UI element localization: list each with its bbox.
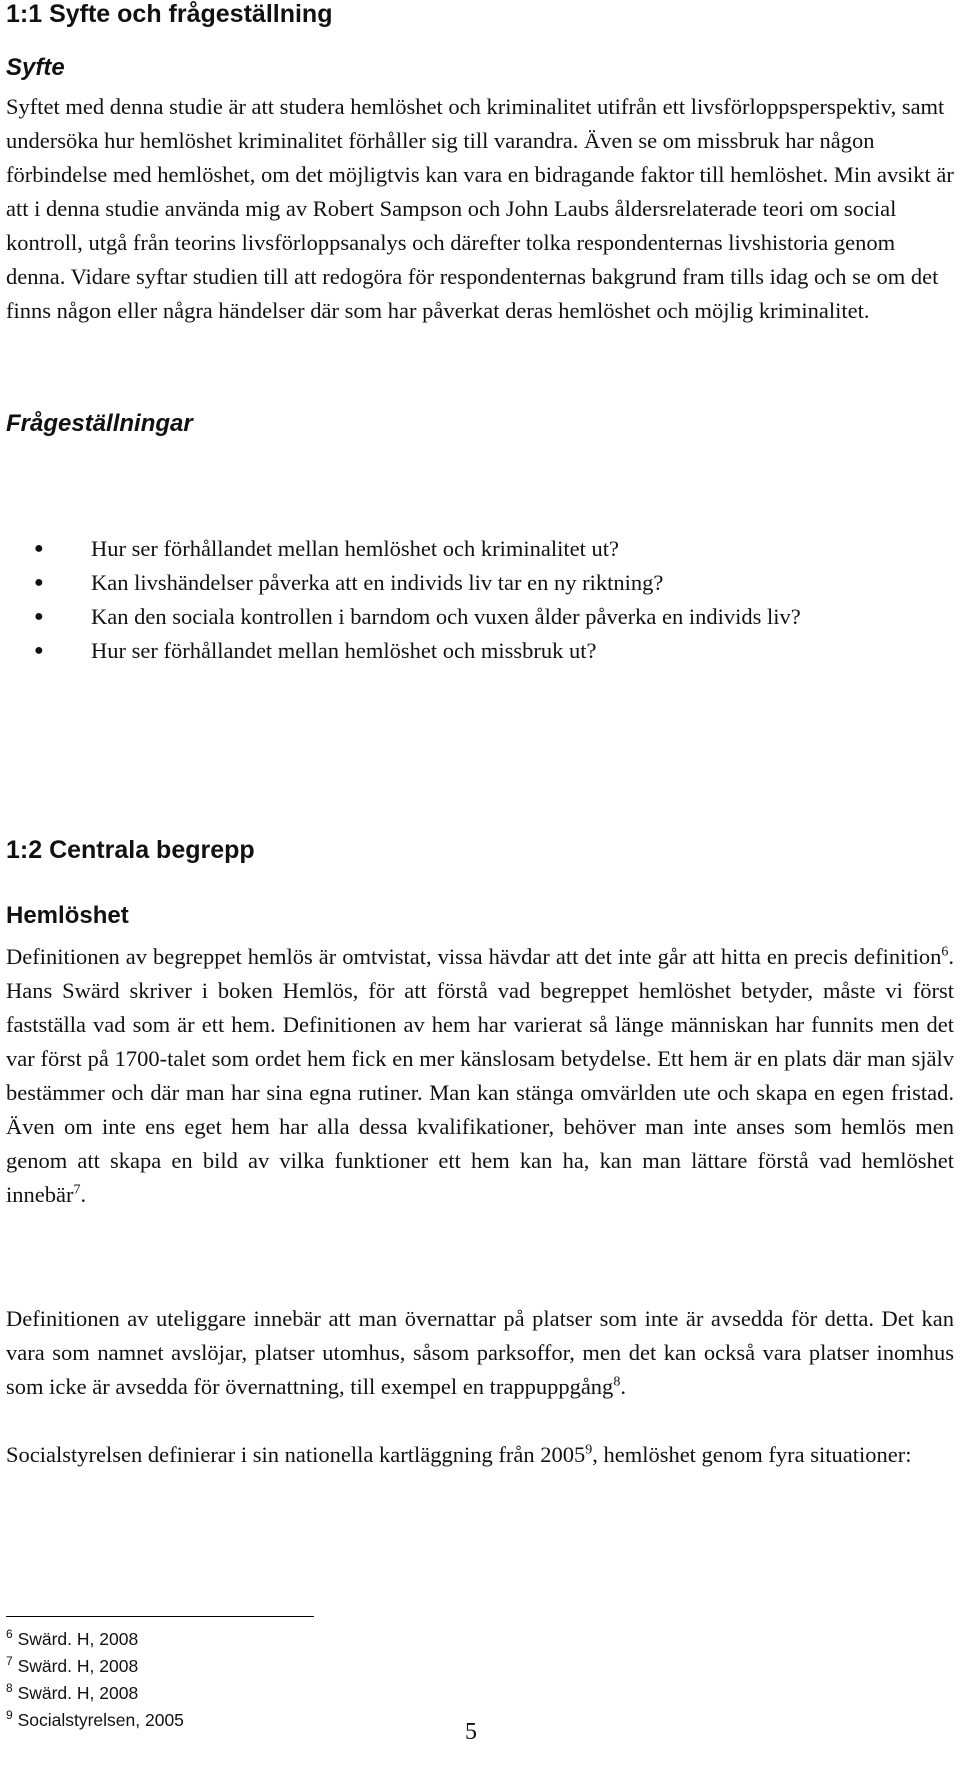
page-number: 5 bbox=[465, 1719, 477, 1745]
bullet-icon: ● bbox=[34, 574, 44, 591]
paragraph-text: , hemlöshet genom fyra situationer: bbox=[592, 1442, 912, 1467]
questions-list bbox=[6, 532, 954, 668]
footnotes bbox=[6, 1626, 406, 1734]
footnote-separator bbox=[6, 1616, 314, 1617]
question-text: Kan den sociala kontrollen i barndom och vuxen ålder påverka en individs liv? bbox=[91, 604, 801, 629]
hemloshet-paragraph-3 bbox=[6, 1438, 954, 1472]
paragraph-text: . bbox=[80, 1182, 87, 1207]
paragraph-text: Socialstyrelsen definierar i sin nationella kartläggning från 2005 bbox=[6, 1442, 586, 1467]
footnote-text: Swärd. H, 2008 bbox=[17, 1629, 139, 1649]
footnote bbox=[6, 1653, 406, 1680]
paragraph-text: Definitionen av uteliggare innebär att man övernattar på platser som inte är avsedda för detta. Det kan vara som namnet avslöjar, platser utomhus, såsom parksoffor, men det kan också vara platser inomhus som icke är avsedda för övernattning, till exempel en trappuppgång bbox=[6, 1306, 954, 1399]
bullet-icon: ● bbox=[34, 540, 44, 557]
question-text: Hur ser förhållandet mellan hemlöshet och kriminalitet ut? bbox=[91, 536, 619, 561]
footnote-number: 9 bbox=[6, 1708, 13, 1723]
subheading-fragestallningar: Frågeställningar bbox=[6, 410, 193, 437]
question-item bbox=[6, 600, 954, 634]
question-item bbox=[6, 532, 954, 566]
paragraph-text: Definitionen av begreppet hemlös är omtvistat, vissa hävdar att det inte går att hitta en precis definition bbox=[6, 944, 942, 969]
hemloshet-paragraph-1 bbox=[6, 940, 954, 1212]
question-item bbox=[6, 566, 954, 600]
bullet-icon: ● bbox=[34, 608, 44, 625]
section-heading-centrala-begrepp: 1:2 Centrala begrepp bbox=[6, 836, 255, 864]
footnote-ref[interactable]: 8 bbox=[613, 1374, 621, 1390]
question-item bbox=[6, 634, 954, 668]
paragraph-text: . Hans Swärd skriver i boken Hemlös, för att förstå vad begreppet hemlöshet betyder, måste vi först fastställa vad som är ett hem. Definitionen av hem har varierat så länge människan har funnits men det var först på 1700-talet som ordet hem fick en mer känslosam betydelse. Ett hem är en plats där man själv bestämmer och där man har sina egna rutiner. Man kan stänga omvärlden ute och skapa en egen fristad. Även om inte ens eget hem har alla dessa kvalifikationer, behöver man inte anses som hemlös men genom att skapa en bild av vilka funktioner ett hem kan ha, kan man lättare förstå vad hemlöshet innebär bbox=[6, 944, 954, 1207]
section-heading-syfte-och-fragestallning: 1:1 Syfte och frågeställning bbox=[6, 0, 333, 28]
footnote-ref[interactable]: 9 bbox=[585, 1442, 593, 1458]
footnote-number: 8 bbox=[6, 1681, 13, 1696]
question-text: Hur ser förhållandet mellan hemlöshet och missbruk ut? bbox=[91, 638, 597, 663]
footnote-ref[interactable]: 6 bbox=[941, 944, 949, 960]
subheading-hemloshet: Hemlöshet bbox=[6, 902, 129, 929]
footnote bbox=[6, 1626, 406, 1653]
footnote-ref[interactable]: 7 bbox=[73, 1182, 81, 1198]
footnote-number: 6 bbox=[6, 1627, 13, 1642]
question-text: Kan livshändelser påverka att en individs liv tar en ny riktning? bbox=[91, 570, 664, 595]
footnote-text: Socialstyrelsen, 2005 bbox=[17, 1710, 184, 1730]
hemloshet-paragraph-2 bbox=[6, 1302, 954, 1404]
footnote-text: Swärd. H, 2008 bbox=[17, 1656, 139, 1676]
paragraph-text: . bbox=[620, 1374, 626, 1399]
footnote-number: 7 bbox=[6, 1654, 13, 1669]
footnote-text: Swärd. H, 2008 bbox=[17, 1683, 139, 1703]
syfte-paragraph: Syftet med denna studie är att studera hemlöshet och kriminalitet utifrån ett livsförloppsperspektiv, samt undersöka hur hemlöshet kriminalitet förhåller sig till varandra. Även se om missbruk har någon förbindelse med hemlöshet, om det möjligtvis kan vara en bidragande faktor till hemlöshet. Min avsikt är att i denna studie använda mig av Robert Sampson och John Laubs åldersrelaterade teori om social kontroll, utgå från teorins livsförloppsanalys och därefter tolka respondenternas livshistoria genom denna. Vidare syftar studien till att redogöra för respondenternas bakgrund fram tills idag och se om det finns någon eller några händelser där som har påverkat deras hemlöshet och möjlig kriminalitet. bbox=[6, 94, 954, 323]
subheading-syfte: Syfte bbox=[6, 54, 65, 81]
footnote bbox=[6, 1707, 406, 1734]
footnote bbox=[6, 1680, 406, 1707]
bullet-icon: ● bbox=[34, 642, 44, 659]
